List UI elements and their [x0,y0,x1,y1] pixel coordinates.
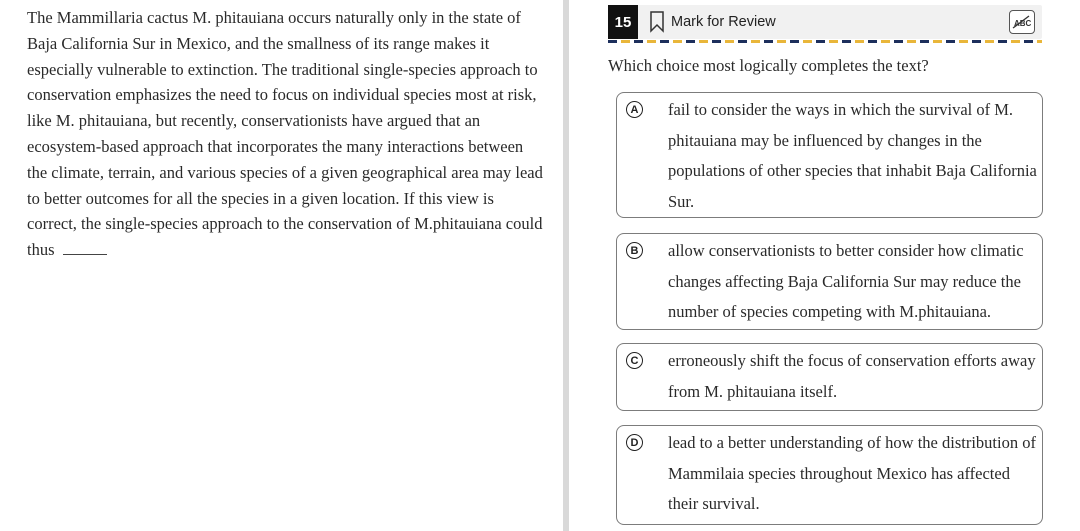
header-dashed-divider [608,40,1042,43]
passage [27,5,547,263]
choice-c-letter: C [626,352,643,369]
svg-text:ABC: ABC [1014,19,1032,28]
choice-d-letter: D [626,434,643,451]
question-prompt: Which choice most logically completes the text? [608,56,929,75]
choice-b[interactable] [616,233,1043,330]
choice-a-letter: A [626,101,643,118]
choice-b-text: allow conservationists to better consider how climatic changes affecting Baja California Sur may reduce the number of species competing with M.phitauiana. [668,241,1024,321]
abc-eliminator-icon[interactable] [1009,10,1035,34]
question-number: 15 [608,5,638,39]
choice-b-letter: B [626,242,643,259]
bookmark-icon[interactable] [649,11,665,33]
choice-c[interactable] [616,343,1043,411]
choice-d[interactable] [616,425,1043,525]
question-header [608,5,1042,39]
answer-blank [63,240,107,255]
question-pane [569,0,1080,531]
choice-a[interactable] [616,92,1043,218]
passage-text: The Mammillaria cactus M. phitauiana occurs naturally only in the state of Baja California Sur in Mexico, and the smallness of its range makes it especially vulnerable to extinction. The traditional single-species approach to conservation emphasizes the need to focus on individual species most at risk, like M. phitauiana, but recently, conservationists have argued that an ecosystem-based approach that incorporates the many interactions between the climate, terrain, and various species of a given geographical area may lead to better outcomes for all the species in a given location. If this view is correct, the single-species approach to the conservation of M.phitauiana could thus [27,8,543,260]
mark-for-review-button[interactable]: Mark for Review [671,14,776,30]
choice-c-text: erroneously shift the focus of conservation efforts away from M. phitauiana itself. [668,351,1036,401]
choice-d-text: lead to a better understanding of how the distribution of Mammilaia species throughout Mexico has affected their survival. [668,433,1036,513]
choice-a-text: fail to consider the ways in which the survival of M. phitauiana may be influenced by changes in the populations of other species that inhabit Baja California Sur. [668,100,1037,211]
